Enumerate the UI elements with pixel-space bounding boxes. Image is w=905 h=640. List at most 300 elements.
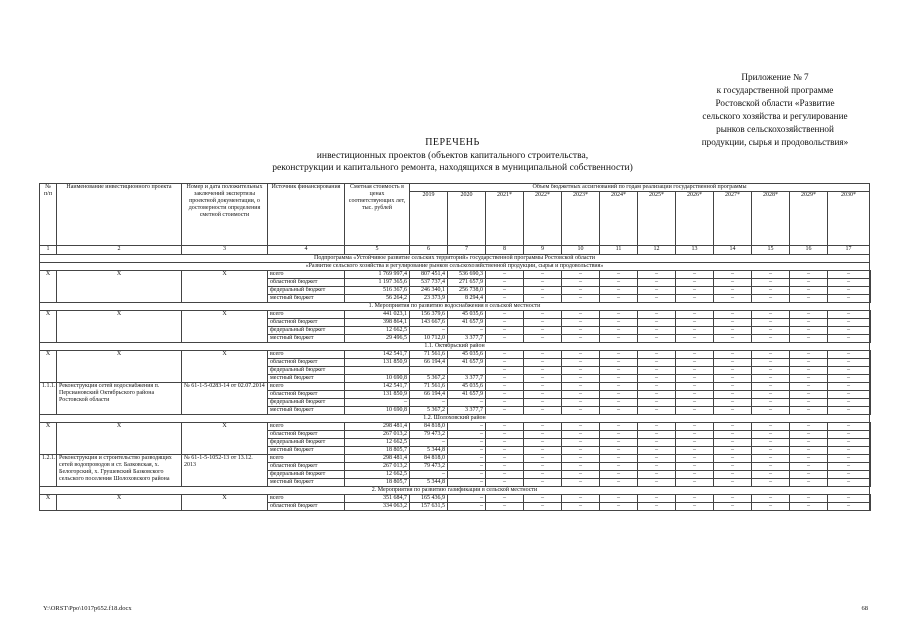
- value-cell: –: [676, 447, 714, 455]
- value-cell: –: [600, 399, 638, 407]
- value-cell: –: [638, 375, 676, 383]
- value-cell: –: [676, 383, 714, 391]
- header-years-group: Объем бюджетных ассигнований по годам реализации государственной программы: [410, 184, 870, 192]
- value-cell: –: [828, 391, 870, 399]
- value-cell: –: [638, 455, 676, 463]
- value-cell: –: [524, 351, 562, 359]
- column-number: 13: [676, 246, 714, 255]
- value-cell: –: [790, 455, 828, 463]
- value-cell: –: [562, 503, 600, 511]
- value-cell: –: [752, 359, 790, 367]
- header-cost: Сметная стоимость в ценах соответствующих лет, тыс. рублей: [345, 184, 410, 246]
- column-number: 4: [268, 246, 345, 255]
- cost-cell: 29 496,5: [345, 335, 410, 343]
- funding-source: всего: [268, 495, 345, 503]
- value-cell: –: [486, 351, 524, 359]
- value-cell: –: [676, 455, 714, 463]
- value-cell: –: [790, 495, 828, 503]
- value-cell: –: [752, 391, 790, 399]
- cost-cell: [345, 367, 410, 375]
- table-row: [40, 423, 871, 431]
- cost-cell: 18 805,7: [345, 447, 410, 455]
- value-cell: –: [600, 295, 638, 303]
- value-cell: –: [600, 359, 638, 367]
- value-cell: –: [676, 391, 714, 399]
- value-cell: –: [562, 407, 600, 415]
- value-cell: [870, 319, 871, 327]
- section-row: [40, 343, 871, 351]
- cost-cell: 131 850,9: [345, 359, 410, 367]
- header-expertise: Номер и дата положительных заключений экспертизы проектной документации, о достоверности определения сметной стоимости: [182, 184, 268, 246]
- project-name-cell: X: [57, 423, 182, 455]
- value-cell: –: [448, 423, 486, 431]
- value-cell: –: [638, 327, 676, 335]
- section-row: [40, 255, 871, 263]
- section-row: [40, 415, 871, 423]
- value-cell: –: [790, 327, 828, 335]
- value-cell: –: [524, 319, 562, 327]
- value-cell: –: [828, 383, 870, 391]
- value-cell: –: [714, 423, 752, 431]
- value-cell: –: [790, 399, 828, 407]
- value-cell: –: [828, 335, 870, 343]
- value-cell: –: [524, 439, 562, 447]
- value-cell: –: [524, 455, 562, 463]
- value-cell: –: [676, 295, 714, 303]
- table-body: [40, 255, 871, 511]
- value-cell: –: [638, 367, 676, 375]
- value-cell: –: [752, 463, 790, 471]
- value-cell: –: [714, 279, 752, 287]
- value-cell: –: [638, 311, 676, 319]
- value-cell: [870, 295, 871, 303]
- column-number: 10: [562, 246, 600, 255]
- value-cell: –: [448, 495, 486, 503]
- value-cell: [870, 431, 871, 439]
- value-cell: –: [486, 503, 524, 511]
- value-cell: –: [828, 311, 870, 319]
- column-number: 2: [57, 246, 182, 255]
- value-cell: –: [600, 335, 638, 343]
- value-cell: –: [638, 503, 676, 511]
- value-cell: –: [828, 463, 870, 471]
- value-cell: –: [676, 359, 714, 367]
- value-cell: –: [638, 279, 676, 287]
- value-cell: –: [828, 295, 870, 303]
- cost-cell: 334 063,2: [345, 503, 410, 511]
- value-cell: [870, 479, 871, 487]
- investment-projects-table: [39, 183, 871, 511]
- value-cell: –: [524, 431, 562, 439]
- value-cell: –: [448, 463, 486, 471]
- value-cell: –: [524, 479, 562, 487]
- project-no-cell: X: [40, 495, 57, 511]
- value-cell: –: [676, 439, 714, 447]
- value-cell: –: [600, 447, 638, 455]
- value-cell: –: [562, 287, 600, 295]
- value-cell: –: [676, 271, 714, 279]
- value-cell: –: [676, 407, 714, 415]
- header-project-name: Наименование инвестиционного проекта: [57, 184, 182, 246]
- value-cell: –: [486, 327, 524, 335]
- value-cell: –: [562, 399, 600, 407]
- value-cell: [870, 279, 871, 287]
- section-row: [40, 263, 871, 271]
- value-cell: 165 436,9: [410, 495, 448, 503]
- value-cell: –: [638, 383, 676, 391]
- value-cell: –: [714, 503, 752, 511]
- cost-cell: 10 690,8: [345, 407, 410, 415]
- year-header: 2022*: [524, 192, 562, 246]
- value-cell: –: [486, 463, 524, 471]
- project-doc-cell: X: [182, 495, 268, 511]
- section-title: 2. Мероприятия по развитию газификации в сельской местности: [40, 487, 870, 495]
- appendix-line: продукции, сырья и продовольствия»: [701, 137, 849, 147]
- appendix-line: к государственной программе: [716, 85, 834, 95]
- value-cell: –: [714, 463, 752, 471]
- value-cell: –: [486, 359, 524, 367]
- project-doc-cell: № 61-1-5-1052-13 от 13.12. 2013: [182, 455, 268, 487]
- value-cell: –: [790, 423, 828, 431]
- value-cell: –: [486, 279, 524, 287]
- value-cell: –: [448, 399, 486, 407]
- value-cell: –: [714, 375, 752, 383]
- value-cell: –: [638, 399, 676, 407]
- value-cell: –: [600, 319, 638, 327]
- value-cell: –: [524, 335, 562, 343]
- value-cell: –: [524, 295, 562, 303]
- table-row: [40, 383, 871, 391]
- project-no-cell: X: [40, 423, 57, 455]
- value-cell: –: [676, 311, 714, 319]
- cost-cell: 1 769 997,4: [345, 271, 410, 279]
- value-cell: –: [714, 495, 752, 503]
- year-header: 2029*: [790, 192, 828, 246]
- value-cell: –: [486, 431, 524, 439]
- funding-source: областной бюджет: [268, 463, 345, 471]
- value-cell: –: [600, 479, 638, 487]
- appendix-line: рынков сельскохозяйственной: [716, 124, 834, 134]
- year-header: 2020: [448, 192, 486, 246]
- section-title: 1. Мероприятия по развитию водоснабжения в сельской местности: [40, 303, 870, 311]
- value-cell: –: [790, 279, 828, 287]
- year-header: 2028*: [752, 192, 790, 246]
- column-number-row: [40, 246, 871, 255]
- value-cell: –: [714, 479, 752, 487]
- funding-source: федеральный бюджет: [268, 439, 345, 447]
- value-cell: –: [562, 383, 600, 391]
- value-cell: –: [562, 439, 600, 447]
- value-cell: –: [676, 503, 714, 511]
- value-cell: –: [562, 375, 600, 383]
- value-cell: –: [524, 287, 562, 295]
- value-cell: –: [714, 327, 752, 335]
- value-cell: [870, 375, 871, 383]
- value-cell: –: [790, 471, 828, 479]
- value-cell: 66 194,4: [410, 391, 448, 399]
- value-cell: 41 657,9: [448, 391, 486, 399]
- value-cell: 66 194,4: [410, 359, 448, 367]
- value-cell: –: [562, 271, 600, 279]
- value-cell: –: [714, 383, 752, 391]
- column-number: 17: [828, 246, 870, 255]
- value-cell: –: [752, 479, 790, 487]
- value-cell: 271 657,9: [448, 279, 486, 287]
- value-cell: –: [562, 359, 600, 367]
- appendix-line: сельского хозяйства и регулирование: [702, 111, 848, 121]
- value-cell: –: [714, 447, 752, 455]
- value-cell: –: [752, 319, 790, 327]
- value-cell: –: [562, 335, 600, 343]
- project-name-cell: Реконструкция и строительство разводящих сетей водопроводов и ст. Базковская, х. Белогорский, х. Грушевский Базковского сельского поселения Шолоховского района: [57, 455, 182, 487]
- document-title: ПЕРЕЧЕНЬ: [425, 137, 480, 148]
- value-cell: –: [448, 455, 486, 463]
- value-cell: –: [790, 351, 828, 359]
- column-number: 8: [486, 246, 524, 255]
- value-cell: –: [486, 271, 524, 279]
- value-cell: –: [676, 375, 714, 383]
- value-cell: –: [676, 423, 714, 431]
- funding-source: всего: [268, 383, 345, 391]
- value-cell: –: [714, 311, 752, 319]
- project-no-cell: X: [40, 351, 57, 383]
- value-cell: –: [752, 455, 790, 463]
- value-cell: [410, 367, 448, 375]
- value-cell: –: [486, 391, 524, 399]
- project-name-cell: X: [57, 311, 182, 343]
- funding-source: федеральный бюджет: [268, 367, 345, 375]
- value-cell: –: [828, 287, 870, 295]
- value-cell: –: [714, 359, 752, 367]
- value-cell: –: [638, 463, 676, 471]
- value-cell: –: [790, 391, 828, 399]
- section-title: «Развитие сельского хозяйства и регулирование рынков сельскохозяйственной продукции, сырья и продовольствия»: [40, 263, 870, 271]
- value-cell: –: [790, 295, 828, 303]
- value-cell: 5 367,2: [410, 407, 448, 415]
- value-cell: –: [638, 423, 676, 431]
- value-cell: –: [676, 431, 714, 439]
- column-number: 1: [40, 246, 57, 255]
- value-cell: 143 667,6: [410, 319, 448, 327]
- value-cell: –: [752, 423, 790, 431]
- cost-cell: 142 541,7: [345, 383, 410, 391]
- value-cell: –: [752, 399, 790, 407]
- value-cell: –: [714, 471, 752, 479]
- value-cell: –: [638, 319, 676, 327]
- value-cell: –: [828, 495, 870, 503]
- funding-source: федеральный бюджет: [268, 287, 345, 295]
- value-cell: –: [790, 287, 828, 295]
- value-cell: –: [600, 495, 638, 503]
- value-cell: –: [752, 375, 790, 383]
- value-cell: 79 473,2: [410, 431, 448, 439]
- value-cell: –: [752, 447, 790, 455]
- value-cell: [870, 423, 871, 431]
- value-cell: –: [486, 471, 524, 479]
- value-cell: –: [676, 399, 714, 407]
- value-cell: [870, 327, 871, 335]
- value-cell: –: [752, 311, 790, 319]
- section-row: [40, 487, 871, 495]
- value-cell: –: [714, 335, 752, 343]
- value-cell: 246 340,1: [410, 287, 448, 295]
- table-row: [40, 455, 871, 463]
- value-cell: –: [486, 367, 524, 375]
- funding-source: областной бюджет: [268, 359, 345, 367]
- table-row: [40, 311, 871, 319]
- value-cell: [870, 455, 871, 463]
- value-cell: [870, 503, 871, 511]
- value-cell: –: [828, 471, 870, 479]
- project-doc-cell: X: [182, 311, 268, 343]
- value-cell: –: [562, 295, 600, 303]
- value-cell: –: [790, 271, 828, 279]
- funding-source: всего: [268, 423, 345, 431]
- value-cell: –: [448, 327, 486, 335]
- value-cell: –: [638, 439, 676, 447]
- project-no-cell: 1.1.1.: [40, 383, 57, 415]
- value-cell: –: [790, 407, 828, 415]
- column-number: 3: [182, 246, 268, 255]
- funding-source: областной бюджет: [268, 319, 345, 327]
- value-cell: –: [752, 279, 790, 287]
- value-cell: 71 561,6: [410, 351, 448, 359]
- cost-cell: 267 013,2: [345, 463, 410, 471]
- value-cell: –: [638, 431, 676, 439]
- document-subtitle: [0, 150, 905, 173]
- value-cell: –: [676, 479, 714, 487]
- section-row: [40, 303, 871, 311]
- page-number: 68: [861, 605, 868, 612]
- value-cell: –: [562, 495, 600, 503]
- value-cell: [870, 407, 871, 415]
- value-cell: –: [600, 431, 638, 439]
- value-cell: [870, 367, 871, 375]
- funding-source: всего: [268, 455, 345, 463]
- value-cell: –: [638, 351, 676, 359]
- funding-source: местный бюджет: [268, 295, 345, 303]
- value-cell: –: [486, 295, 524, 303]
- value-cell: –: [752, 287, 790, 295]
- value-cell: –: [790, 503, 828, 511]
- funding-source: областной бюджет: [268, 503, 345, 511]
- value-cell: –: [790, 359, 828, 367]
- value-cell: –: [828, 327, 870, 335]
- project-name-cell: X: [57, 271, 182, 303]
- value-cell: –: [790, 383, 828, 391]
- year-header: 2026*: [676, 192, 714, 246]
- value-cell: –: [410, 327, 448, 335]
- column-number: 9: [524, 246, 562, 255]
- value-cell: –: [714, 367, 752, 375]
- value-cell: –: [828, 271, 870, 279]
- value-cell: –: [562, 351, 600, 359]
- cost-cell: 12 662,5: [345, 471, 410, 479]
- value-cell: –: [714, 399, 752, 407]
- cost-cell: 131 850,9: [345, 391, 410, 399]
- subtitle-line-1: инвестиционных проектов (объектов капитального строительства,: [316, 150, 589, 161]
- value-cell: 45 035,6: [448, 351, 486, 359]
- value-cell: –: [524, 359, 562, 367]
- section-title: 1.1. Октябрьский район: [40, 343, 870, 351]
- funding-source: местный бюджет: [268, 375, 345, 383]
- value-cell: –: [562, 471, 600, 479]
- value-cell: –: [600, 279, 638, 287]
- value-cell: –: [752, 367, 790, 375]
- value-cell: –: [524, 399, 562, 407]
- value-cell: –: [752, 327, 790, 335]
- value-cell: –: [714, 319, 752, 327]
- value-cell: 3 377,7: [448, 335, 486, 343]
- value-cell: –: [676, 319, 714, 327]
- value-cell: 537 737,4: [410, 279, 448, 287]
- value-cell: –: [676, 279, 714, 287]
- value-cell: –: [676, 471, 714, 479]
- value-cell: –: [524, 367, 562, 375]
- value-cell: –: [486, 495, 524, 503]
- value-cell: –: [562, 463, 600, 471]
- value-cell: –: [486, 447, 524, 455]
- value-cell: –: [638, 447, 676, 455]
- value-cell: –: [600, 407, 638, 415]
- value-cell: –: [828, 359, 870, 367]
- value-cell: [870, 335, 871, 343]
- value-cell: –: [524, 423, 562, 431]
- value-cell: –: [524, 463, 562, 471]
- value-cell: 5 344,8: [410, 479, 448, 487]
- cost-cell: 12 662,5: [345, 439, 410, 447]
- funding-source: всего: [268, 311, 345, 319]
- value-cell: –: [752, 439, 790, 447]
- value-cell: –: [562, 479, 600, 487]
- value-cell: –: [562, 327, 600, 335]
- value-cell: 3 377,7: [448, 375, 486, 383]
- value-cell: –: [600, 383, 638, 391]
- value-cell: 79 473,2: [410, 463, 448, 471]
- value-cell: 45 035,6: [448, 383, 486, 391]
- value-cell: –: [486, 479, 524, 487]
- value-cell: –: [562, 311, 600, 319]
- value-cell: 84 818,0: [410, 455, 448, 463]
- value-cell: –: [600, 463, 638, 471]
- funding-source: федеральный бюджет: [268, 471, 345, 479]
- value-cell: –: [448, 439, 486, 447]
- value-cell: –: [638, 391, 676, 399]
- funding-source: местный бюджет: [268, 479, 345, 487]
- value-cell: –: [448, 503, 486, 511]
- value-cell: –: [714, 287, 752, 295]
- value-cell: –: [676, 367, 714, 375]
- value-cell: –: [676, 287, 714, 295]
- value-cell: –: [600, 391, 638, 399]
- value-cell: [870, 447, 871, 455]
- value-cell: –: [676, 327, 714, 335]
- value-cell: –: [448, 471, 486, 479]
- value-cell: –: [790, 367, 828, 375]
- value-cell: –: [562, 279, 600, 287]
- value-cell: [870, 463, 871, 471]
- value-cell: –: [790, 375, 828, 383]
- value-cell: –: [524, 383, 562, 391]
- column-number: 15: [752, 246, 790, 255]
- value-cell: 41 657,9: [448, 359, 486, 367]
- value-cell: –: [486, 383, 524, 391]
- year-header: 2023*: [562, 192, 600, 246]
- value-cell: –: [524, 311, 562, 319]
- value-cell: –: [562, 319, 600, 327]
- value-cell: –: [600, 367, 638, 375]
- cost-cell: 398 864,1: [345, 319, 410, 327]
